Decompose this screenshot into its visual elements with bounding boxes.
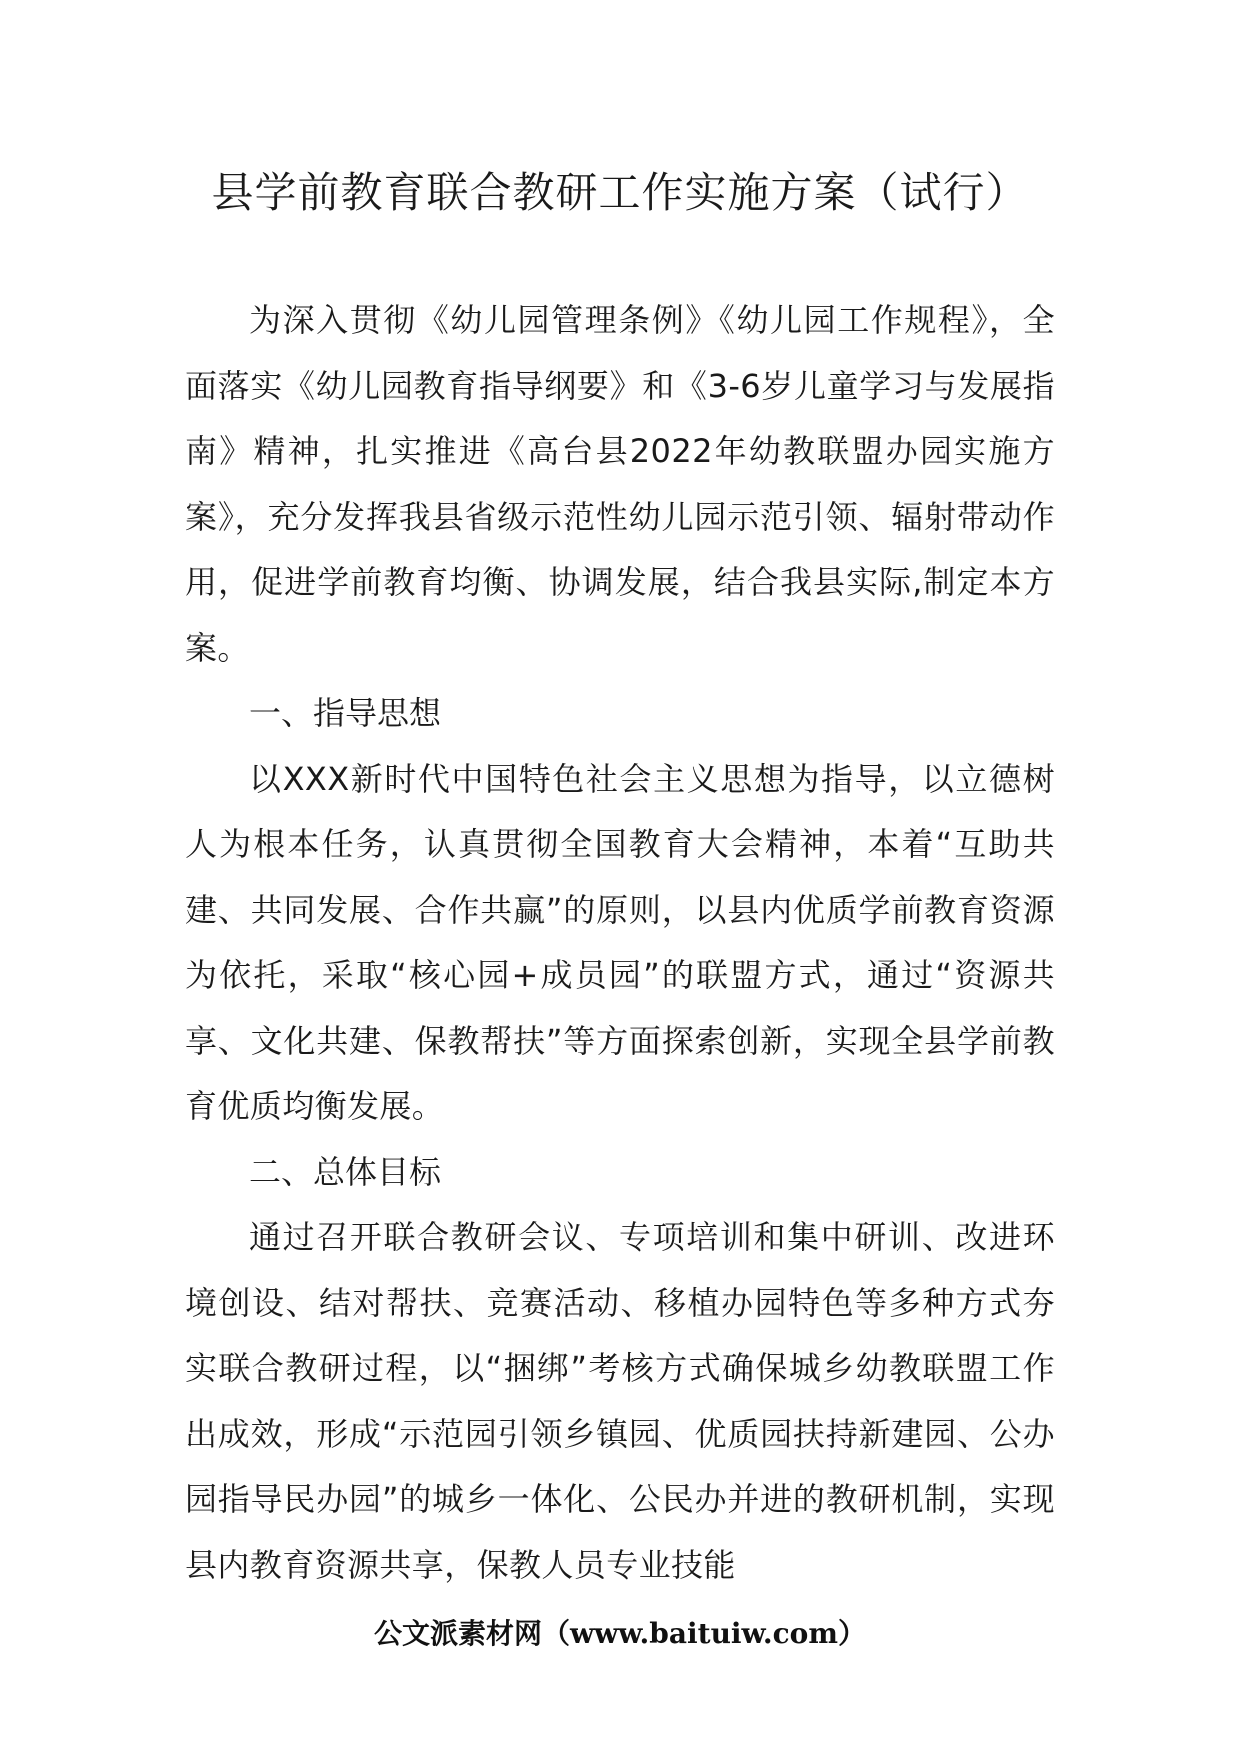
section-body-overall-goals: 通过召开联合教研会议、专项培训和集中研训、改进环境创设、结对帮扶、竞赛活动、移植办园特色等多种方式夯实联合教研过程，以“捆绑”考核方式确保城乡幼教联盟工作出成效，形成“示范园引领乡镇园、优质园扶持新建园、公办园指导民办园”的城乡一体化、公民办并进的教研机制，实现县内教育资源共享，保教人员专业技能 [185,1218,1055,1584]
intro-paragraph: 为深入贯彻《幼儿园管理条例》《幼儿园工作规程》，全面落实《幼儿园教育指导纲要》和《3-6岁儿童学习与发展指南》精神，扎实推进《高台县2022年幼教联盟办园实施方案》，充分发挥我县省级示范性幼儿园示范引领、辐射带动作用，促进学前教育均衡、协调发展，结合我县实际,制定本方案。 [185,301,1055,667]
document-title: 县学前教育联合教研工作实施方案（试行） [211,168,1029,217]
section-heading-guiding-ideology: 一、指导思想 [249,694,442,732]
section-body-guiding-ideology: 以XXX新时代中国特色社会主义思想为指导，以立德树人为根本任务，认真贯彻全国教育大会精神，本着“互助共建、共同发展、合作共赢”的原则，以县内优质学前教育资源为依托，采取“核心园+成员园”的联盟方式，通过“资源共享、文化共建、保教帮扶”等方面探索创新，实现全县学前教育优质均衡发展。 [185,759,1055,1125]
section-heading-overall-goals: 二、总体目标 [249,1152,442,1191]
document-body [185,288,1055,1598]
footer-watermark: 公文派素材网（www.baituiw.com） [374,1617,866,1650]
